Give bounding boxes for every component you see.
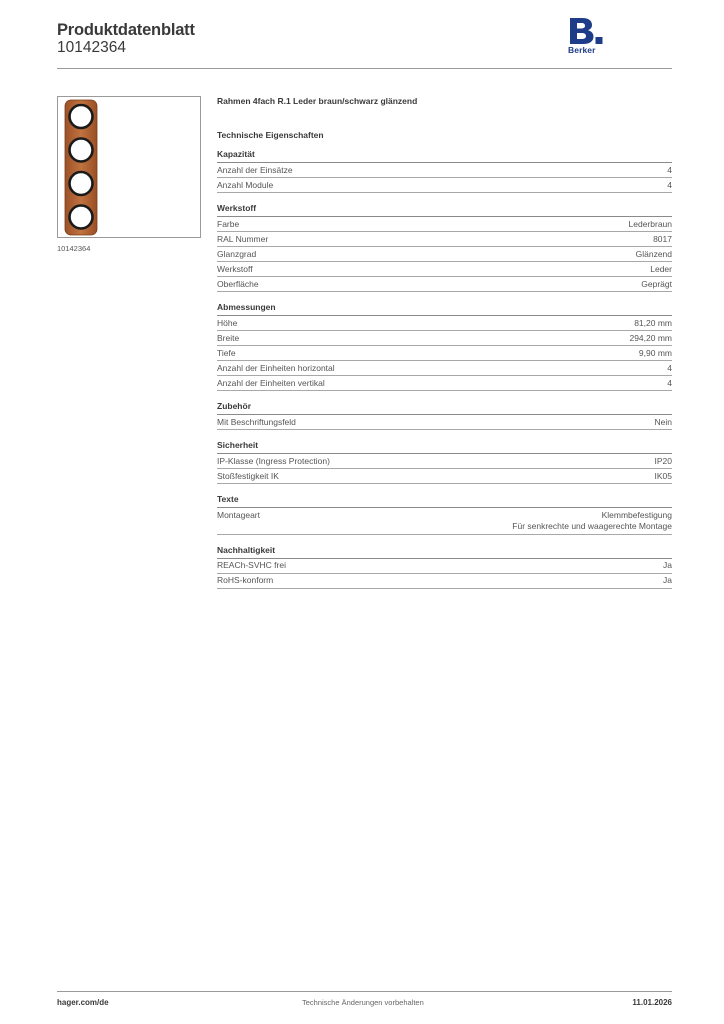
property-group bbox=[217, 439, 672, 484]
property-value bbox=[655, 456, 673, 468]
property-value bbox=[667, 363, 672, 375]
group-title: Werkstoff bbox=[217, 203, 257, 213]
document-number: 10142364 bbox=[57, 39, 126, 56]
property-value bbox=[667, 180, 672, 192]
property-label: IP-Klasse (Ingress Protection) bbox=[217, 455, 330, 466]
property-row bbox=[217, 415, 672, 430]
property-value bbox=[639, 348, 672, 360]
property-value-line: 294,20 mm bbox=[629, 332, 672, 343]
property-value bbox=[663, 575, 672, 587]
property-label: Oberfläche bbox=[217, 278, 259, 289]
property-row bbox=[217, 346, 672, 361]
property-group bbox=[217, 544, 672, 589]
property-row bbox=[217, 559, 672, 574]
property-label: Anzahl der Einheiten vertikal bbox=[217, 377, 325, 388]
property-value bbox=[629, 333, 672, 345]
property-row bbox=[217, 217, 672, 232]
footer-disclaimer: Technische Änderungen vorbehalten bbox=[302, 998, 424, 1007]
section-heading: Technische Eigenschaften bbox=[217, 130, 324, 140]
property-row bbox=[217, 361, 672, 376]
property-value bbox=[641, 279, 672, 291]
property-label: Anzahl der Einheiten horizontal bbox=[217, 362, 335, 373]
property-group bbox=[217, 301, 672, 391]
property-value-line: 8017 bbox=[653, 233, 672, 244]
property-value-line: 4 bbox=[667, 362, 672, 373]
frame-4fach-image bbox=[58, 97, 200, 237]
property-group bbox=[217, 148, 672, 193]
property-row bbox=[217, 262, 672, 277]
property-value-line: Klemmbefestigung bbox=[601, 509, 672, 520]
property-label: Anzahl Module bbox=[217, 179, 274, 190]
property-value bbox=[629, 219, 672, 231]
berker-b-icon bbox=[568, 17, 604, 45]
footer-website: hager.com/de bbox=[57, 998, 109, 1007]
property-value-line: 9,90 mm bbox=[638, 347, 672, 358]
property-row bbox=[217, 316, 672, 331]
property-row bbox=[217, 232, 672, 247]
property-label: Montageart bbox=[217, 509, 260, 520]
property-label: RoHS-konform bbox=[217, 575, 274, 585]
property-row bbox=[217, 178, 672, 193]
property-label: Tiefe bbox=[217, 347, 236, 358]
property-group bbox=[217, 202, 672, 292]
group-title: Nachhaltigkeit bbox=[217, 544, 276, 555]
property-value-line: 4 bbox=[667, 164, 672, 175]
property-row bbox=[217, 247, 672, 262]
property-label: Farbe bbox=[217, 218, 240, 229]
property-value-line: Lederbraun bbox=[628, 218, 672, 229]
property-value-line: Nein bbox=[654, 416, 672, 427]
property-group bbox=[217, 493, 672, 535]
document-title: Produktdatenblatt bbox=[57, 21, 195, 39]
property-value bbox=[663, 560, 672, 572]
property-value-line: IP20 bbox=[654, 455, 672, 466]
property-value-line: Glänzend bbox=[635, 248, 672, 259]
property-value bbox=[655, 417, 672, 429]
property-label: Anzahl der Einsätze bbox=[217, 164, 293, 175]
property-label: Breite bbox=[217, 332, 240, 343]
property-row bbox=[217, 508, 672, 535]
property-value-line: IK05 bbox=[654, 470, 672, 481]
property-groups bbox=[217, 148, 672, 589]
footer-date: 11.01.2026 bbox=[632, 998, 672, 1007]
product-image bbox=[57, 96, 201, 238]
property-label: Werkstoff bbox=[217, 263, 253, 274]
property-value bbox=[512, 510, 672, 533]
property-row bbox=[217, 454, 672, 469]
brand-name: Berker bbox=[568, 45, 596, 55]
property-label: Höhe bbox=[217, 317, 238, 328]
group-title: Texte bbox=[217, 494, 239, 504]
property-label: RAL Nummer bbox=[217, 233, 269, 244]
property-value bbox=[636, 249, 672, 261]
property-value-line: Ja bbox=[663, 560, 672, 570]
property-label: REACh-SVHC frei bbox=[217, 560, 286, 570]
group-title: Zubehör bbox=[217, 401, 251, 411]
group-title: Abmessungen bbox=[217, 302, 276, 312]
property-value-line: 81,20 mm bbox=[634, 317, 672, 328]
property-value bbox=[634, 318, 672, 330]
property-value-line: 4 bbox=[667, 377, 672, 388]
property-row bbox=[217, 376, 672, 391]
property-value bbox=[650, 264, 672, 276]
property-value bbox=[667, 165, 672, 177]
image-caption: 10142364 bbox=[57, 244, 91, 253]
property-row bbox=[217, 469, 672, 484]
property-value-line: Geprägt bbox=[641, 278, 672, 289]
property-row bbox=[217, 163, 672, 178]
property-label: Glanzgrad bbox=[217, 248, 257, 259]
header-divider bbox=[57, 68, 672, 69]
property-label: Stoßfestigkeit IK bbox=[217, 470, 279, 481]
product-name: Rahmen 4fach R.1 Leder braun/schwarz glänzend bbox=[217, 96, 418, 106]
property-value-line: 4 bbox=[667, 179, 672, 190]
property-value bbox=[653, 234, 672, 246]
property-value bbox=[655, 471, 673, 483]
datasheet-content bbox=[217, 94, 672, 598]
footer-divider bbox=[57, 991, 672, 992]
group-title: Sicherheit bbox=[217, 440, 259, 450]
property-value-line: Leder bbox=[650, 263, 672, 274]
berker-logo bbox=[568, 17, 604, 57]
property-label: Mit Beschriftungsfeld bbox=[217, 416, 296, 427]
property-row bbox=[217, 277, 672, 292]
property-value-line: Für senkrechte und waagerechte Montage bbox=[512, 521, 672, 531]
group-title: Kapazität bbox=[217, 149, 255, 159]
property-row bbox=[217, 574, 672, 589]
property-group bbox=[217, 400, 672, 430]
property-value-line: Ja bbox=[663, 575, 672, 585]
property-row bbox=[217, 331, 672, 346]
property-value bbox=[667, 378, 672, 390]
